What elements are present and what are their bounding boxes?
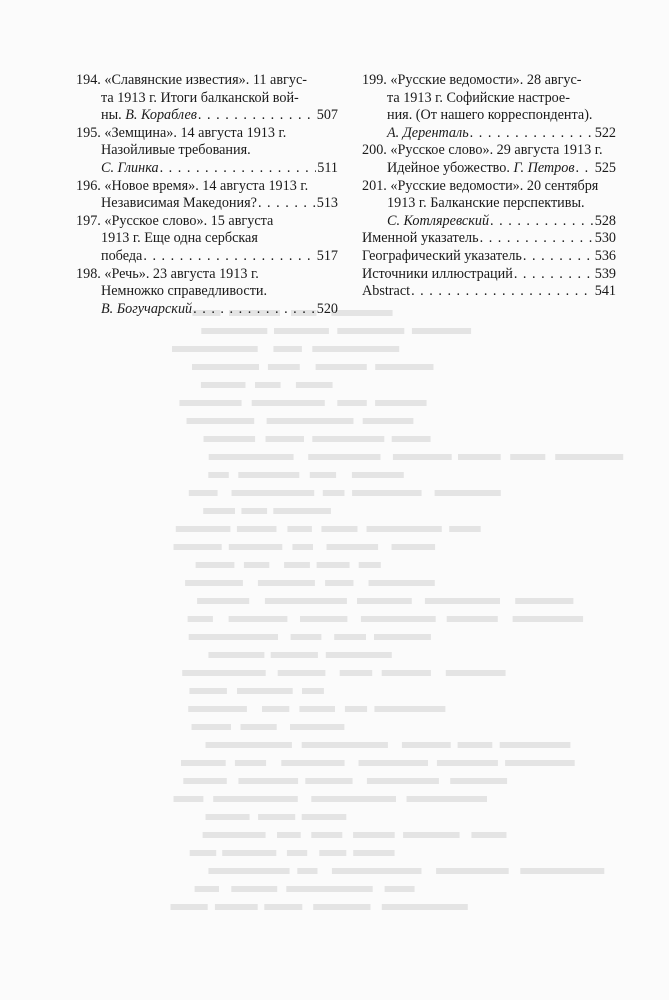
- entry-title-text: Географический указатель: [362, 247, 522, 264]
- toc-entry-line: [76, 142, 338, 160]
- toc-entry: [76, 213, 338, 266]
- bleed-through-mark: [196, 562, 235, 568]
- bleed-through-mark: [505, 760, 575, 766]
- bleed-through-text: [150, 300, 650, 940]
- bleed-through-mark: [231, 886, 277, 892]
- bleed-through-mark: [267, 418, 354, 424]
- toc-entry-line: [362, 107, 616, 125]
- entry-page-number: 511: [317, 159, 338, 176]
- bleed-through-mark: [327, 544, 379, 550]
- toc-entry-line: [76, 248, 338, 266]
- bleed-through-mark: [361, 616, 436, 622]
- toc-entry-line: [362, 266, 616, 284]
- entry-page-number: 507: [316, 107, 338, 124]
- entry-page-number: 539: [594, 265, 616, 282]
- bleed-through-mark: [436, 868, 509, 874]
- bleed-through-mark: [213, 796, 298, 802]
- bleed-through-mark: [325, 580, 353, 586]
- bleed-through-mark: [274, 328, 329, 334]
- entry-title-text: ния. (От нашего корреспондента).: [387, 107, 593, 124]
- bleed-through-mark: [290, 724, 344, 730]
- toc-entry: [76, 125, 338, 178]
- bleed-through-mark: [302, 688, 324, 694]
- bleed-through-mark: [313, 904, 370, 910]
- bleed-through-mark: [258, 580, 315, 586]
- toc-entry-line: [76, 301, 338, 319]
- entry-title-text: победа: [101, 247, 143, 264]
- bleed-through-mark: [229, 544, 282, 550]
- toc-entry-line: [76, 90, 338, 108]
- entry-title-text: 197. «Русское слово». 15 августа: [76, 212, 274, 229]
- bleed-through-mark: [316, 364, 367, 370]
- bleed-through-mark: [382, 670, 431, 676]
- bleed-through-mark: [300, 616, 347, 622]
- bleed-through-mark: [500, 742, 571, 748]
- bleed-through-mark: [209, 454, 294, 460]
- bleed-through-mark: [374, 706, 445, 712]
- toc-entry-line: [76, 230, 338, 248]
- bleed-through-mark: [188, 616, 213, 622]
- entry-title-text: 195. «Земщина». 14 августа 1913 г.: [76, 124, 287, 141]
- entry-title-text: Именной указатель: [362, 230, 479, 247]
- bleed-through-mark: [264, 904, 302, 910]
- bleed-through-mark: [345, 706, 367, 712]
- bleed-through-mark: [311, 832, 342, 838]
- bleed-through-mark: [392, 436, 431, 442]
- bleed-through-mark: [284, 562, 310, 568]
- bleed-through-mark: [321, 526, 357, 532]
- toc-entry: [362, 283, 616, 301]
- bleed-through-mark: [555, 454, 623, 460]
- bleed-through-mark: [271, 652, 318, 658]
- bleed-through-mark: [174, 544, 222, 550]
- bleed-through-mark: [520, 868, 604, 874]
- toc-left-column: [76, 72, 338, 318]
- bleed-through-mark: [203, 508, 235, 514]
- bleed-through-mark: [206, 742, 292, 748]
- bleed-through-mark: [188, 706, 247, 712]
- bleed-through-mark: [323, 490, 345, 496]
- bleed-through-mark: [407, 796, 488, 802]
- bleed-through-mark: [189, 688, 227, 694]
- bleed-through-mark: [266, 436, 305, 442]
- entry-title-text: Источники иллюстраций: [362, 265, 513, 282]
- bleed-through-mark: [201, 328, 267, 334]
- bleed-through-mark: [192, 724, 232, 730]
- entry-title-text: 198. «Речь». 23 августа 1913 г.: [76, 265, 259, 282]
- entry-title-text: Идейное убожество.: [387, 159, 514, 176]
- bleed-through-mark: [241, 508, 267, 514]
- entry-title-text: Немножко справедливости.: [101, 283, 268, 300]
- bleed-through-mark: [176, 526, 231, 532]
- bleed-through-mark: [449, 526, 481, 532]
- entry-title-text: Независимая Македония?: [101, 195, 257, 212]
- entry-title-text: ны.: [101, 107, 126, 124]
- bleed-through-mark: [425, 598, 500, 604]
- toc-entry-line: [76, 213, 338, 231]
- bleed-through-mark: [190, 850, 217, 856]
- bleed-through-mark: [183, 778, 227, 784]
- bleed-through-mark: [337, 328, 404, 334]
- entry-title-text: 1913 г. Еще одна сербская: [101, 230, 258, 247]
- toc-entry-line: [362, 72, 616, 90]
- bleed-through-mark: [204, 436, 256, 442]
- toc-entry: [362, 230, 616, 248]
- leader-dots: [576, 160, 594, 178]
- toc-entry: [362, 72, 616, 142]
- bleed-through-mark: [367, 778, 439, 784]
- bleed-through-mark: [319, 850, 346, 856]
- bleed-through-mark: [181, 760, 226, 766]
- toc-right-column: [362, 72, 616, 301]
- bleed-through-mark: [229, 616, 288, 622]
- bleed-through-mark: [392, 544, 436, 550]
- entry-page-number: 536: [594, 247, 616, 264]
- bleed-through-mark: [302, 742, 388, 748]
- entry-title-text: та 1913 г. Итоги балканской вой-: [101, 89, 299, 106]
- bleed-through-mark: [337, 400, 367, 406]
- bleed-through-mark: [308, 454, 380, 460]
- toc-entry-line: [362, 142, 616, 160]
- leader-dots: [258, 195, 316, 213]
- bleed-through-mark: [359, 562, 381, 568]
- bleed-through-mark: [286, 886, 372, 892]
- bleed-through-mark: [232, 490, 315, 496]
- toc-entry: [76, 178, 338, 213]
- leader-dots: [514, 266, 594, 284]
- leader-dots: [480, 230, 594, 248]
- entry-title-text: Abstract: [362, 283, 411, 300]
- bleed-through-mark: [353, 832, 395, 838]
- bleed-through-mark: [340, 670, 373, 676]
- bleed-through-mark: [353, 850, 394, 856]
- bleed-through-mark: [385, 886, 415, 892]
- leader-dots: [470, 125, 594, 143]
- bleed-through-mark: [291, 634, 322, 640]
- toc-entry-line: [362, 125, 616, 143]
- entry-title-text: та 1913 г. Софийские настрое-: [387, 89, 570, 106]
- bleed-through-mark: [182, 670, 266, 676]
- toc-entry-line: [362, 283, 616, 301]
- bleed-through-mark: [367, 526, 442, 532]
- bleed-through-mark: [374, 634, 431, 640]
- bleed-through-mark: [241, 724, 277, 730]
- bleed-through-mark: [201, 382, 246, 388]
- entry-title-text: 199. «Русские ведомости». 28 авгус-: [362, 72, 582, 88]
- bleed-through-mark: [510, 454, 545, 460]
- toc-entry: [76, 72, 338, 125]
- bleed-through-mark: [359, 760, 429, 766]
- bleed-through-mark: [255, 382, 281, 388]
- entry-page-number: 530: [594, 230, 616, 247]
- toc-entry: [76, 266, 338, 319]
- toc-entry: [362, 178, 616, 231]
- bleed-through-mark: [458, 454, 501, 460]
- entry-author: А. Деренталь: [387, 124, 469, 141]
- bleed-through-mark: [222, 850, 276, 856]
- leader-dots: [193, 301, 316, 319]
- bleed-through-mark: [278, 670, 326, 676]
- bleed-through-mark: [302, 814, 347, 820]
- bleed-through-mark: [296, 382, 333, 388]
- entry-page-number: 513: [316, 195, 338, 212]
- toc-entry-line: [76, 266, 338, 284]
- bleed-through-mark: [435, 490, 501, 496]
- bleed-through-mark: [171, 904, 208, 910]
- bleed-through-mark: [334, 634, 366, 640]
- bleed-through-mark: [331, 310, 392, 316]
- bleed-through-mark: [252, 400, 325, 406]
- bleed-through-mark: [273, 508, 331, 514]
- bleed-through-mark: [235, 760, 266, 766]
- entry-page-number: 525: [594, 159, 616, 176]
- bleed-through-mark: [187, 418, 255, 424]
- bleed-through-mark: [277, 832, 301, 838]
- bleed-through-mark: [208, 868, 289, 874]
- bleed-through-mark: [450, 778, 507, 784]
- bleed-through-mark: [375, 400, 427, 406]
- bleed-through-mark: [310, 472, 336, 478]
- bleed-through-mark: [244, 562, 269, 568]
- entry-page-number: 520: [316, 300, 338, 317]
- bleed-through-mark: [317, 562, 350, 568]
- toc-entry-line: [362, 178, 616, 196]
- bleed-through-mark: [513, 616, 584, 622]
- bleed-through-mark: [297, 868, 317, 874]
- bleed-through-mark: [447, 616, 498, 622]
- bleed-through-mark: [273, 346, 302, 352]
- bleed-through-mark: [208, 652, 264, 658]
- leader-dots: [523, 248, 594, 266]
- bleed-through-mark: [326, 652, 392, 658]
- bleed-through-mark: [262, 706, 289, 712]
- bleed-through-mark: [363, 418, 414, 424]
- bleed-through-mark: [402, 742, 451, 748]
- entry-author: С. Котляревский: [387, 212, 490, 229]
- bleed-through-mark: [203, 832, 266, 838]
- bleed-through-mark: [237, 688, 293, 694]
- entry-title-text: Назойливые требования.: [101, 142, 251, 159]
- bleed-through-mark: [215, 904, 258, 910]
- entry-author: В. Богучарский: [101, 300, 193, 317]
- leader-dots: [198, 107, 316, 125]
- toc-entry-line: [76, 160, 338, 178]
- entry-page-number: 522: [594, 124, 616, 141]
- toc-entry-line: [76, 195, 338, 213]
- bleed-through-mark: [268, 364, 300, 370]
- bleed-through-mark: [332, 868, 422, 874]
- bleed-through-mark: [471, 832, 506, 838]
- toc-entry-line: [76, 283, 338, 301]
- toc-entry-line: [362, 160, 616, 178]
- bleed-through-mark: [403, 832, 460, 838]
- leader-dots: [411, 283, 594, 301]
- entry-title-text: 196. «Новое время». 14 августа 1913 г.: [76, 177, 309, 194]
- bleed-through-mark: [305, 778, 352, 784]
- bleed-through-mark: [292, 544, 313, 550]
- toc-entry-line: [362, 248, 616, 266]
- toc-entry-line: [76, 178, 338, 196]
- toc-entry-line: [362, 90, 616, 108]
- bleed-through-mark: [299, 706, 335, 712]
- bleed-through-mark: [311, 796, 396, 802]
- toc-entry: [362, 266, 616, 284]
- bleed-through-mark: [369, 580, 435, 586]
- bleed-through-mark: [375, 364, 433, 370]
- toc-entry-line: [362, 195, 616, 213]
- entry-title-text: 1913 г. Балканские перспективы.: [387, 195, 585, 212]
- bleed-through-mark: [446, 670, 506, 676]
- entry-title-text: 194. «Славянские известия». 11 авгус-: [76, 72, 307, 88]
- bleed-through-mark: [237, 526, 277, 532]
- bleed-through-mark: [174, 796, 204, 802]
- entry-title-text: 200. «Русское слово». 29 августа 1913 г.: [362, 142, 603, 159]
- bleed-through-mark: [189, 634, 278, 640]
- entry-page-number: 528: [594, 212, 616, 229]
- toc-entry-line: [76, 107, 338, 125]
- bleed-through-mark: [195, 886, 219, 892]
- leader-dots: [160, 160, 317, 178]
- bleed-through-mark: [172, 346, 258, 352]
- bleed-through-mark: [265, 598, 347, 604]
- bleed-through-mark: [515, 598, 573, 604]
- toc-entry-line: [362, 230, 616, 248]
- bleed-through-mark: [185, 580, 243, 586]
- bleed-through-mark: [357, 598, 412, 604]
- bleed-through-mark: [189, 490, 218, 496]
- toc-entry-line: [76, 72, 338, 90]
- leader-dots: [143, 248, 315, 266]
- entry-page-number: 541: [594, 283, 616, 300]
- bleed-through-mark: [287, 526, 312, 532]
- bleed-through-mark: [412, 328, 471, 334]
- toc-entry-line: [76, 125, 338, 143]
- bleed-through-mark: [179, 400, 241, 406]
- bleed-through-mark: [281, 760, 344, 766]
- bleed-through-mark: [192, 364, 259, 370]
- bleed-through-mark: [382, 904, 468, 910]
- bleed-through-mark: [197, 598, 249, 604]
- bleed-through-mark: [238, 778, 298, 784]
- entry-title-text: 201. «Русские ведомости». 20 сентября: [362, 177, 599, 194]
- bleed-through-mark: [458, 742, 493, 748]
- toc-entry: [362, 142, 616, 177]
- entry-author: С. Глинка: [101, 159, 159, 176]
- bleed-through-mark: [258, 814, 295, 820]
- bleed-through-mark: [287, 850, 307, 856]
- entry-page-number: 517: [316, 247, 338, 264]
- bleed-through-mark: [352, 472, 404, 478]
- toc-entry-line: [362, 213, 616, 231]
- entry-author: Г. Петров: [513, 159, 575, 176]
- bleed-through-mark: [393, 454, 452, 460]
- bleed-through-mark: [208, 472, 229, 478]
- bleed-through-mark: [437, 760, 498, 766]
- leader-dots: [490, 213, 594, 231]
- bleed-through-mark: [238, 472, 299, 478]
- bleed-through-mark: [312, 436, 384, 442]
- bleed-through-mark: [312, 346, 399, 352]
- bleed-through-mark: [206, 814, 250, 820]
- bleed-through-mark: [352, 490, 422, 496]
- toc-entry: [362, 248, 616, 266]
- entry-author: В. Кораблев: [125, 107, 197, 124]
